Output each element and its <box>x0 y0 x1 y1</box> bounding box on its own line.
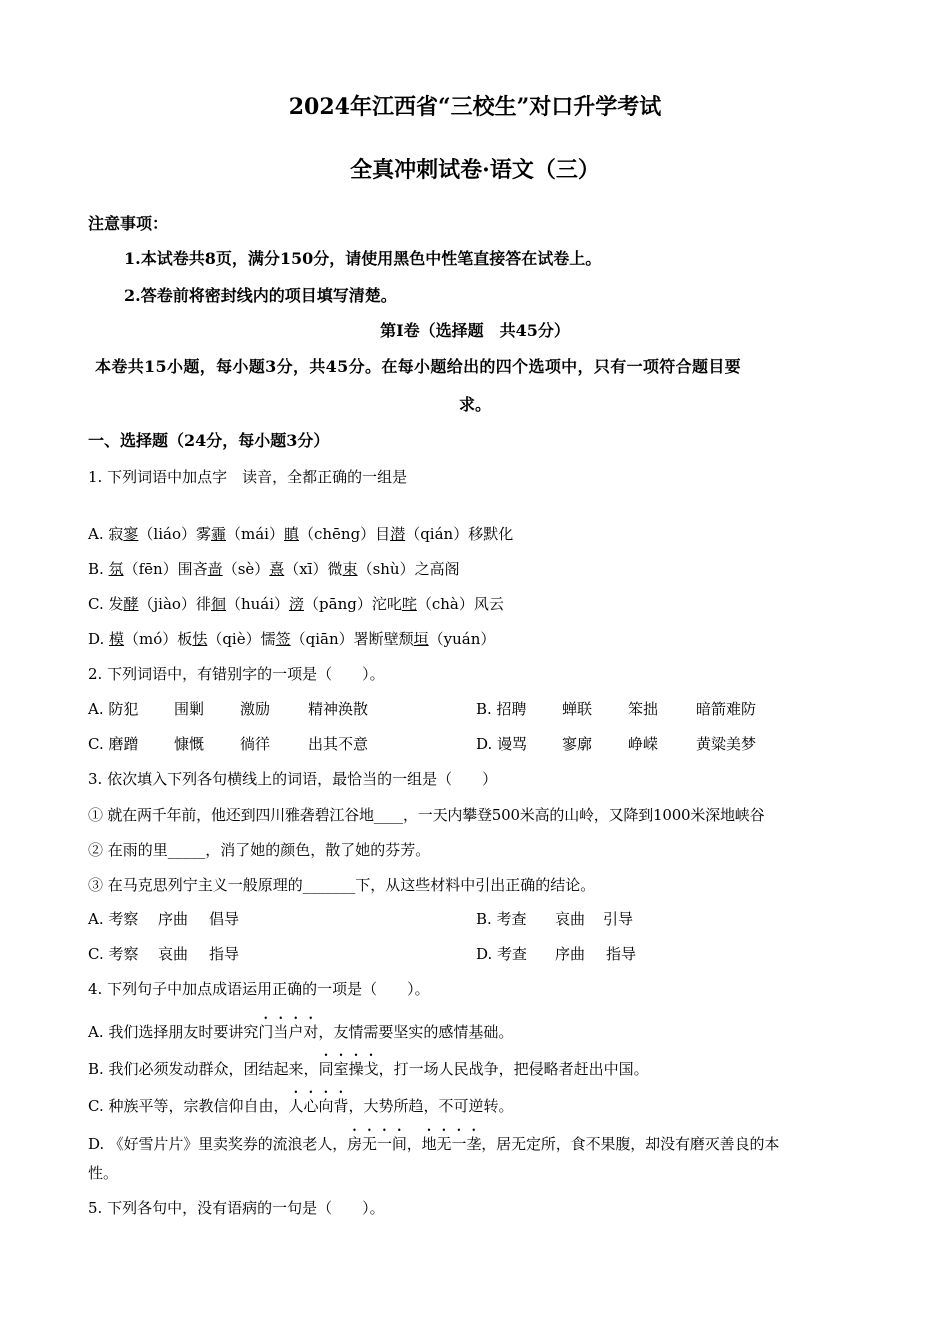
notice-heading: 注意事项： <box>88 214 169 233</box>
q4-option-d: D. 《好雪片片》里卖奖券的流浪老人，房无一间，地无一垄，居无定所，食不果腹，却没有磨灭善良的本 <box>88 1135 780 1153</box>
emphasized-idiom: 门当户对 <box>258 1023 319 1041</box>
part1-intro-line1: 本卷共15小题，每小题3分，共45分。在每小题给出的四个选项中，只有一项符合题目要 <box>95 357 742 376</box>
notice-item-2: 2.答卷前将密封线内的项目填写清楚。 <box>124 286 397 305</box>
q4-option-d-line2: 性。 <box>88 1164 119 1182</box>
notice-item-1: 1.本试卷共8页，满分150分，请使用黑色中性笔直接答在试卷上。 <box>124 249 602 268</box>
q3-option-a: A. 考察 序曲 倡导 <box>88 910 240 928</box>
q2-option-b: B. 招聘 蝉联 笨拙 暗箭难防 <box>476 700 757 718</box>
emphasized-idiom: 地无一垄 <box>421 1135 482 1153</box>
emphasized-idiom: 人心向背 <box>288 1097 349 1115</box>
q1-option-a: A. 寂寥（liáo）雾霾（mái）瞋（chēng）目潜（qián）移默化 <box>88 525 514 543</box>
section1-heading: 一、选择题（24分，每小题3分） <box>88 431 330 450</box>
q2-stem: 2. 下列词语中，有错别字的一项是（ ）。 <box>88 665 385 683</box>
q4-option-c: C. 种族平等，宗教信仰自由，人心向背，大势所趋，不可逆转。 <box>88 1097 514 1115</box>
q2-option-a: A. 防犯 围剿 激励 精神涣散 <box>88 700 369 718</box>
q3-option-d: D. 考查 序曲 指导 <box>476 945 637 963</box>
q1-stem: 1. 下列词语中加点字 读音，全都正确的一组是 <box>88 468 408 486</box>
q2-option-d: D. 谩骂 寥廓 峥嵘 黄粱美梦 <box>476 735 757 753</box>
q2-option-c: C. 磨蹭 慷慨 徜徉 出其不意 <box>88 735 369 753</box>
part1-heading: 第Ⅰ卷（选择题 共45分） <box>380 321 570 340</box>
q4-option-b: B. 我们必须发动群众，团结起来，同室操戈，打一场人民战争，把侵略者赶出中国。 <box>88 1060 649 1078</box>
q5-stem: 5. 下列各句中，没有语病的一句是（ ）。 <box>88 1199 385 1217</box>
part1-intro-line2: 求。 <box>458 395 491 414</box>
q3-option-b: B. 考查 哀曲 引导 <box>476 910 634 928</box>
q3-sentence-1: ① 就在两千年前，他还到四川雅砻碧江谷地____，一天内攀登500米高的山岭，又降到1000米深地峡谷 <box>88 806 765 824</box>
q4-option-a: A. 我们选择朋友时要讲究门当户对，友情需要坚实的感情基础。 <box>88 1023 514 1041</box>
q1-option-c: C. 发酵（jiào）徘徊（huái）滂（pāng）沱叱咤（chà）风云 <box>88 595 504 613</box>
q3-stem: 3. 依次填入下列各句横线上的词语，最恰当的一组是（ ） <box>88 770 498 788</box>
exam-title: 2024年江西省“三校生”对口升学考试 <box>288 94 662 120</box>
exam-subtitle: 全真冲刺试卷·语文（三） <box>350 157 600 183</box>
q3-sentence-3: ③ 在马克思列宁主义一般原理的_______下，从这些材料中引出正确的结论。 <box>88 876 596 894</box>
q1-option-b: B. 氛（fēn）围吝啬（sè）熹（xī）微束（shù）之高阁 <box>88 560 460 578</box>
q3-option-c: C. 考察 哀曲 指导 <box>88 945 240 963</box>
q1-option-d: D. 模（mó）板怯（qiè）懦签（qiān）署断壁颓垣（yuán） <box>88 630 496 648</box>
emphasized-idiom: 房无一间 <box>347 1135 407 1153</box>
q4-stem: 4. 下列句子中加点成语运用正确的一项是（ ）。 <box>88 980 430 998</box>
q3-sentence-2: ② 在雨的里_____，消了她的颜色，散了她的芬芳。 <box>88 841 431 859</box>
emphasized-idiom: 同室操戈 <box>318 1060 379 1078</box>
